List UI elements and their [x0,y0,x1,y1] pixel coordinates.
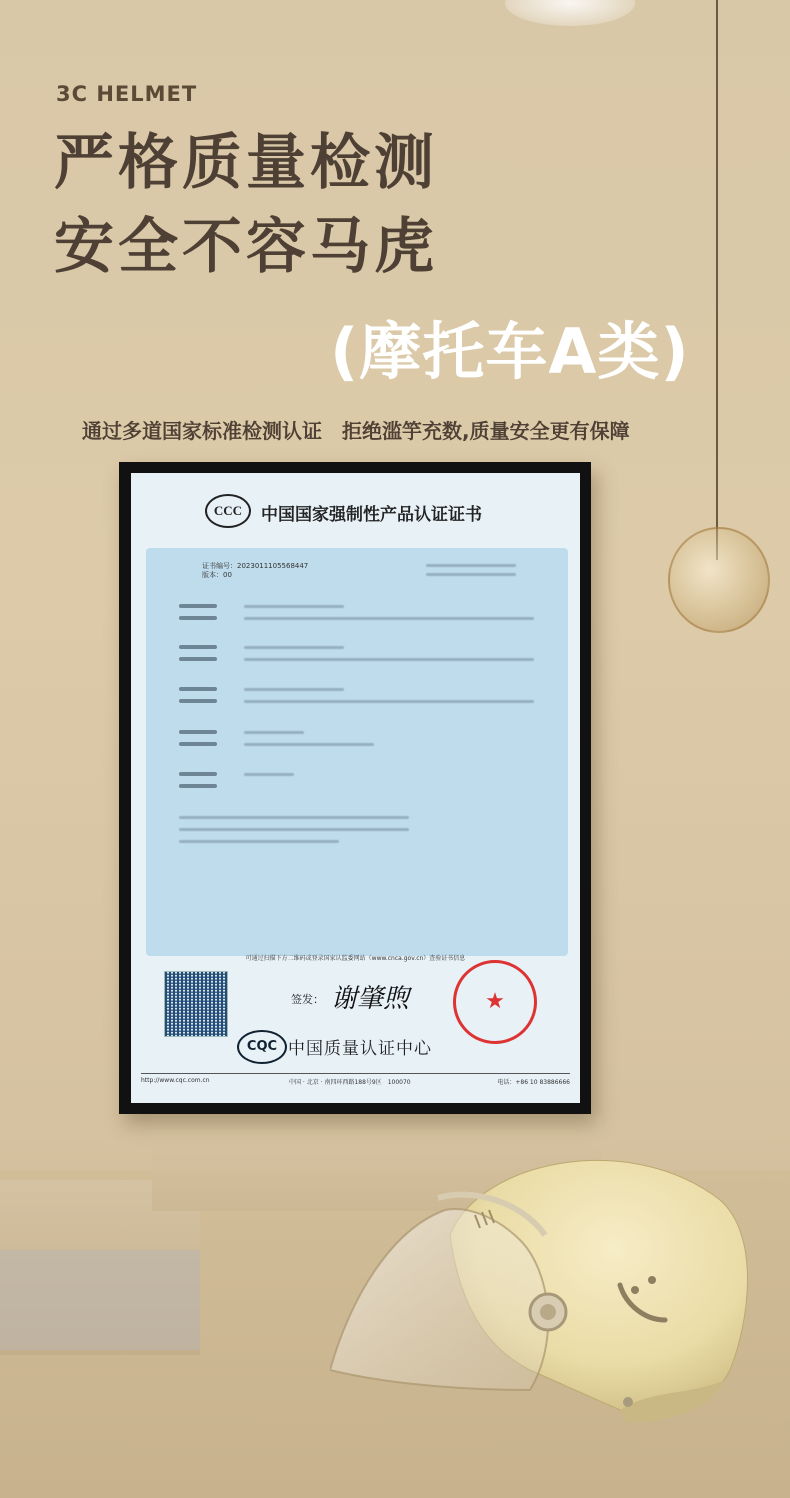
blurred-text [244,646,344,649]
blurred-text [179,816,409,819]
footer-phone: 电话：+86 10 83886666 [497,1079,570,1086]
grey-step [0,1250,200,1350]
blurred-text [244,605,344,608]
certificate-footer [141,1073,570,1086]
blurred-label [179,616,217,620]
blurred-text [426,573,516,576]
pendant-ornament [668,527,770,633]
blurred-label [179,604,217,608]
certificate-number: 证书编号：2023011105568447 [202,562,309,570]
verify-note: 可通过扫描下方二维码或登录国家认监委网站（www.cnca.gov.cn）查验证书信息 [245,955,466,962]
blurred-text [179,828,409,831]
pendant-string [716,0,718,560]
helmet-image [330,1140,760,1440]
qr-code [164,971,228,1037]
blurred-text [426,564,516,567]
signature: 谢肇煦 [331,984,410,1014]
blurred-text [244,700,534,703]
issuer-name: 中国质量认证中心 [288,1039,432,1059]
blurred-text [244,743,374,746]
tagline: 通过多道国家标准检测认证 拒绝滥竽充数,质量安全更有保障 [82,419,630,443]
blurred-label [179,699,217,703]
blurred-text [244,688,344,691]
certificate-title: 中国国家强制性产品认证证书 [261,505,482,525]
blurred-text [244,773,294,776]
category-label: (摩托车A类) [330,315,690,388]
blurred-text [244,731,304,734]
footer-address: 中国 · 北京 · 南四环西路188号9区 100070 [289,1079,411,1086]
footer-url: http://www.cqc.com.cn [141,1077,210,1084]
blurred-label [179,730,217,734]
certification-seal-icon [453,960,537,1044]
blurred-label [179,784,217,788]
blurred-label [179,657,217,661]
headline-line-2: 安全不容马虎 [54,212,438,282]
blurred-label [179,772,217,776]
blurred-label [179,687,217,691]
blurred-text [244,617,534,620]
certificate [131,473,580,1103]
seal-star-icon: ★ [485,989,505,1014]
eyebrow-label: 3C HELMET [56,82,198,106]
blurred-label [179,742,217,746]
headline-line-1: 严格质量检测 [54,128,438,198]
sign-label: 签发： [291,993,324,1006]
blurred-text [244,658,534,661]
certificate-version: 版本：00 [202,571,232,579]
blurred-label [179,645,217,649]
certificate-body [146,548,568,956]
blurred-text [179,840,339,843]
cqc-logo-icon: CQC [237,1030,287,1064]
ccc-logo-icon: CCC [205,494,251,528]
